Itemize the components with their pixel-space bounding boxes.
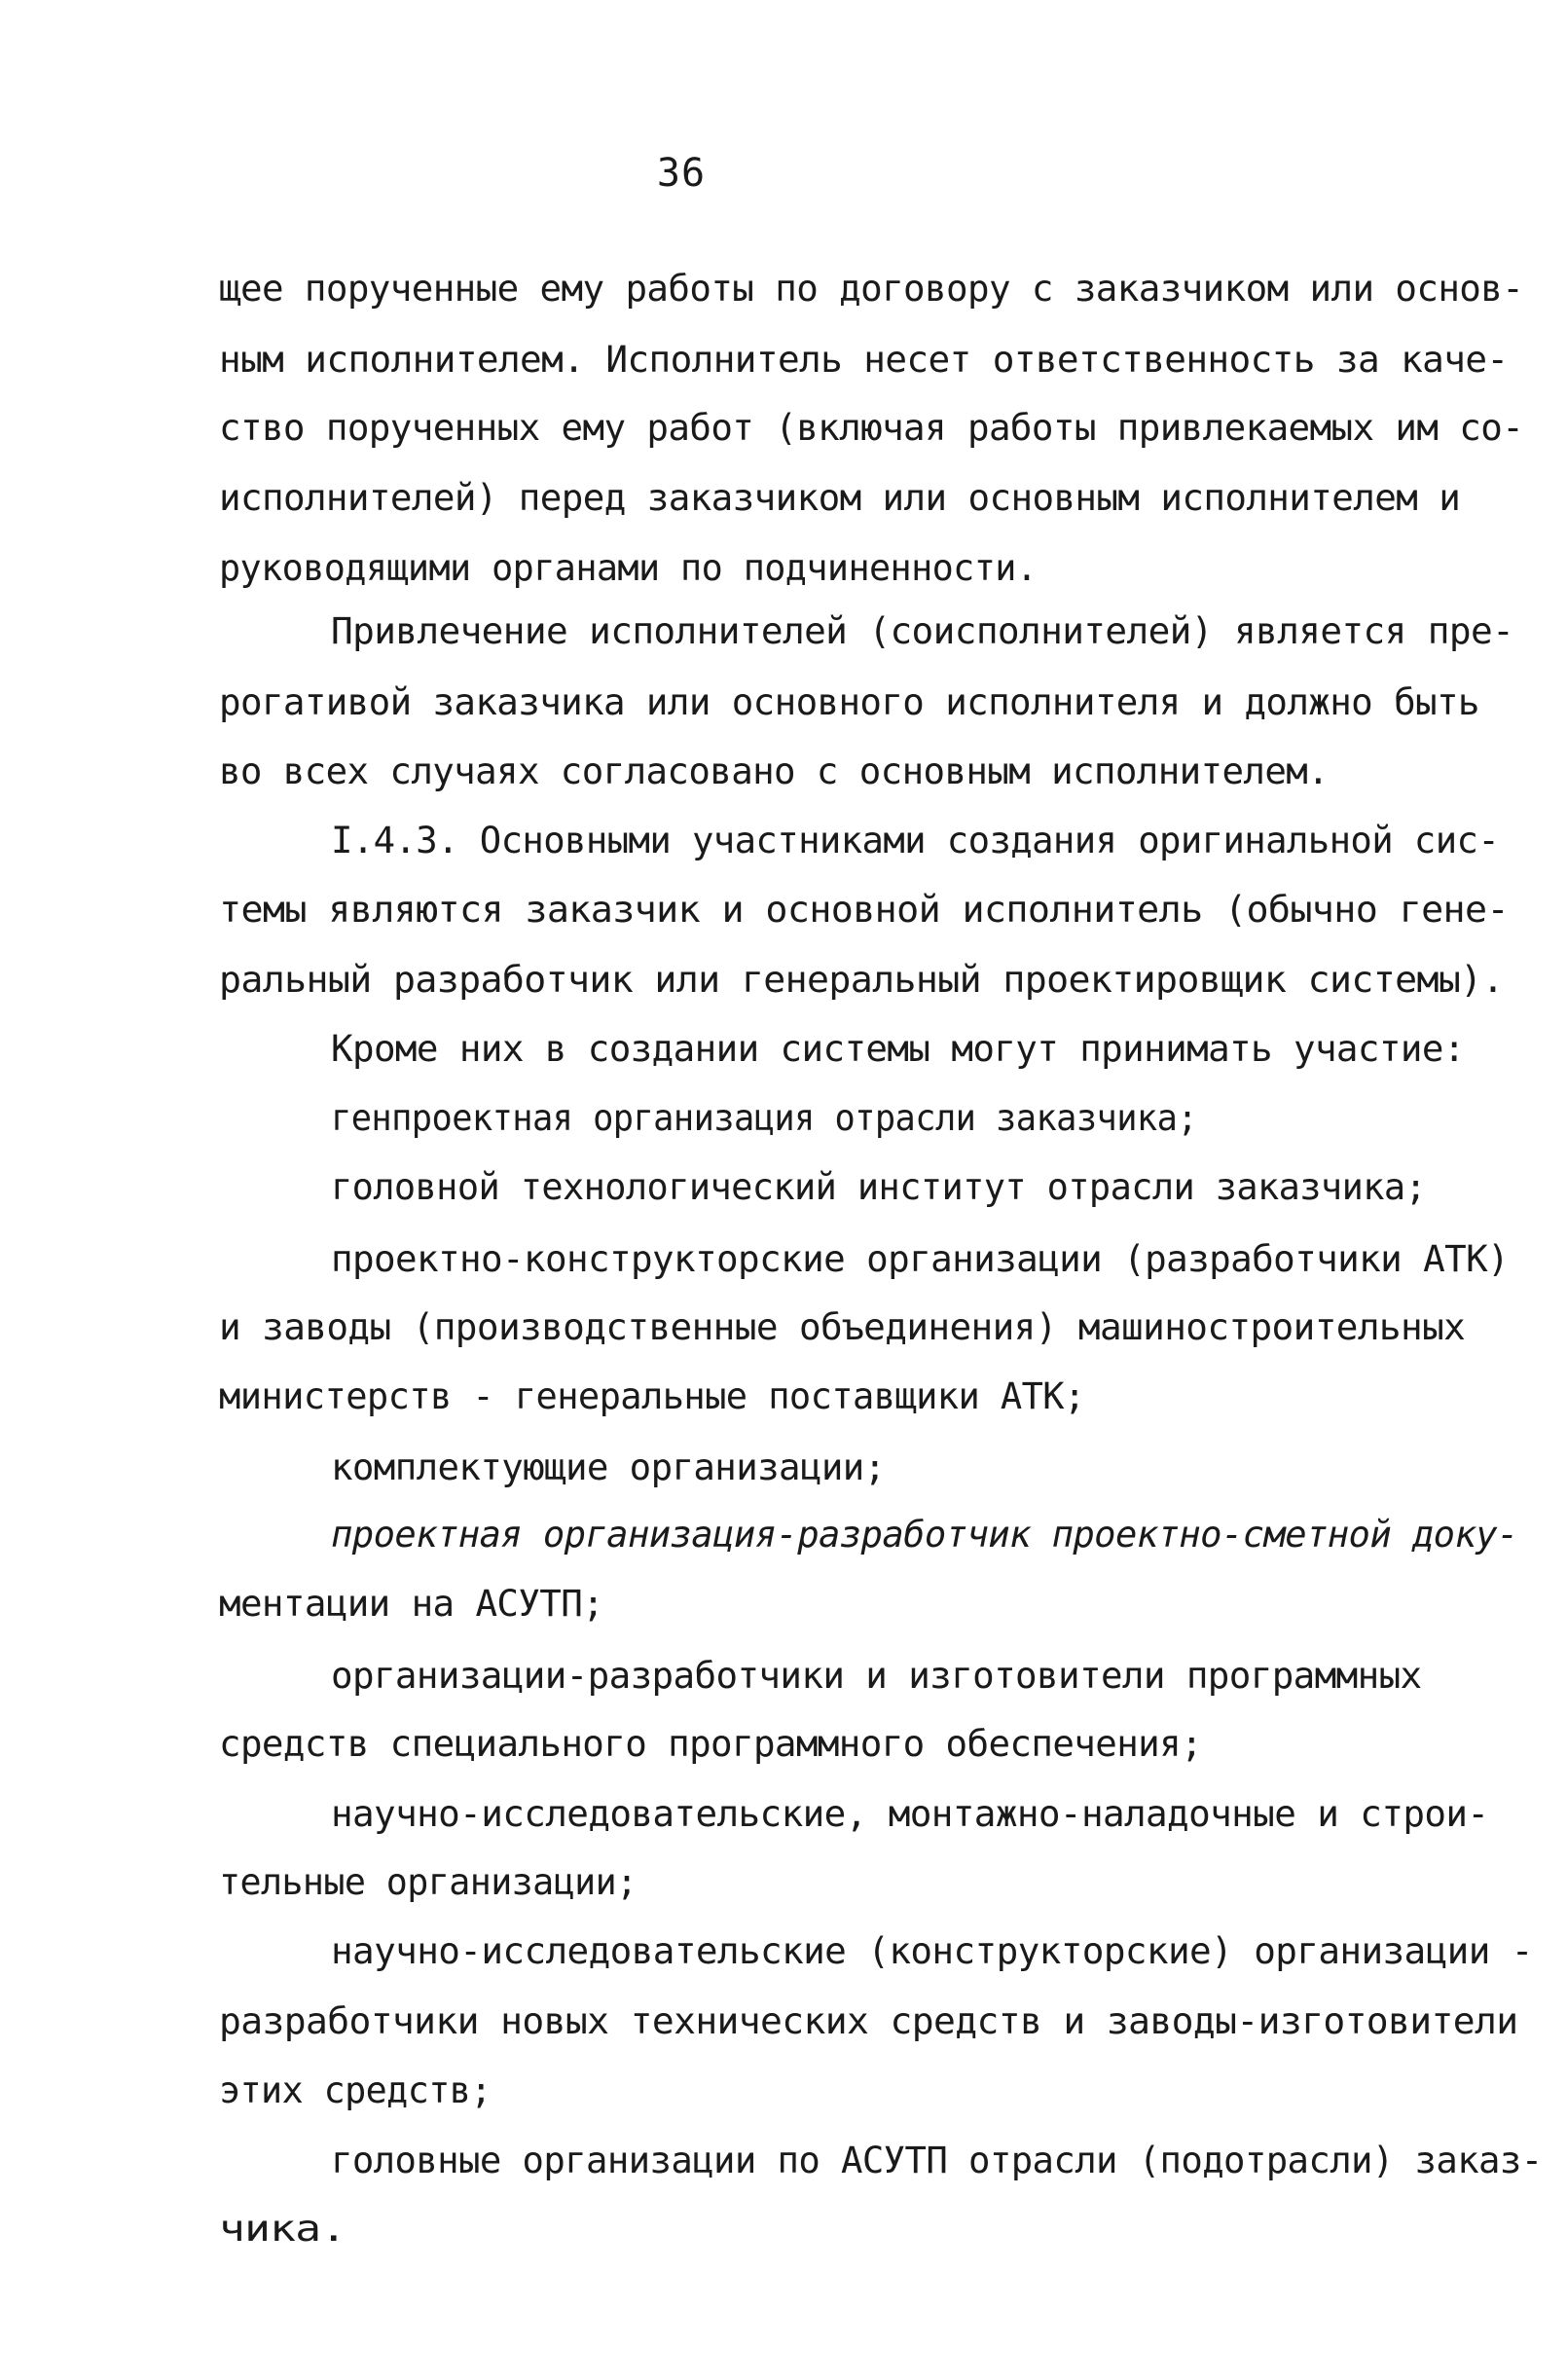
text-line: организации-разработчики и изготовители программных [331,1655,1422,1697]
text-line: разработчики новых технических средств и заводы-изготовители [219,2000,1518,2042]
text-line: этих средств; [219,2069,492,2111]
text-line: ным исполнителем. Исполнитель несет ответственность за каче- [219,339,1509,381]
text-line: головные организации по АСУТП отрасли (подотрасли) заказ- [331,2140,1543,2181]
text-line: ство порученных ему работ (включая работы привлекаемых им со- [219,407,1524,449]
text-line: проектная организация-разработчик проектно-сметной доку- [331,1514,1518,1556]
text-line: средств специального программного обеспечения; [219,1723,1203,1765]
text-line: чика. [219,2208,346,2250]
text-line: Кроме них в создании системы могут принимать участие: [331,1028,1465,1070]
text-line: ментации на АСУТП; [219,1583,604,1625]
text-line: во всех случаях согласовано с основным исполнителем. [219,751,1330,792]
page-number: 36 [656,151,707,196]
text-line: I.4.3. Основными участниками создания оригинальной сис- [331,820,1500,861]
text-line: научно-исследовательские (конструкторские) организации - [331,1930,1533,1972]
text-line: руководящими органами по подчиненности. [219,547,1038,589]
text-line: ральный разработчик или генеральный проектировщик системы). [219,959,1504,1001]
text-line: министерств - генеральные поставщики АТК; [219,1375,1085,1417]
text-line: головной технологический институт отрасли заказчика; [331,1166,1427,1208]
text-line: исполнителей) перед заказчиком или основным исполнителем и [219,477,1461,519]
text-line: тельные организации; [219,1861,638,1903]
text-line: научно-исследовательские, монтажно-наладочные и строи- [331,1793,1489,1835]
text-line: и заводы (производственные объединения) машиностроительных [219,1306,1466,1348]
text-line: щее порученные ему работы по договору с заказчиком или основ- [219,268,1524,310]
text-line: Привлечение исполнителей (соисполнителей) является пре- [331,610,1514,652]
text-line: комплектующие организации; [331,1446,886,1488]
text-line: рогативой заказчика или основного исполнителя и должно быть [219,681,1479,723]
text-line: генпроектная организация отрасли заказчика; [331,1097,1198,1139]
text-line: проектно-конструкторские организации (разработчики АТК) [331,1238,1510,1280]
text-line: темы являются заказчик и основной исполнитель (обычно гене- [219,889,1509,931]
